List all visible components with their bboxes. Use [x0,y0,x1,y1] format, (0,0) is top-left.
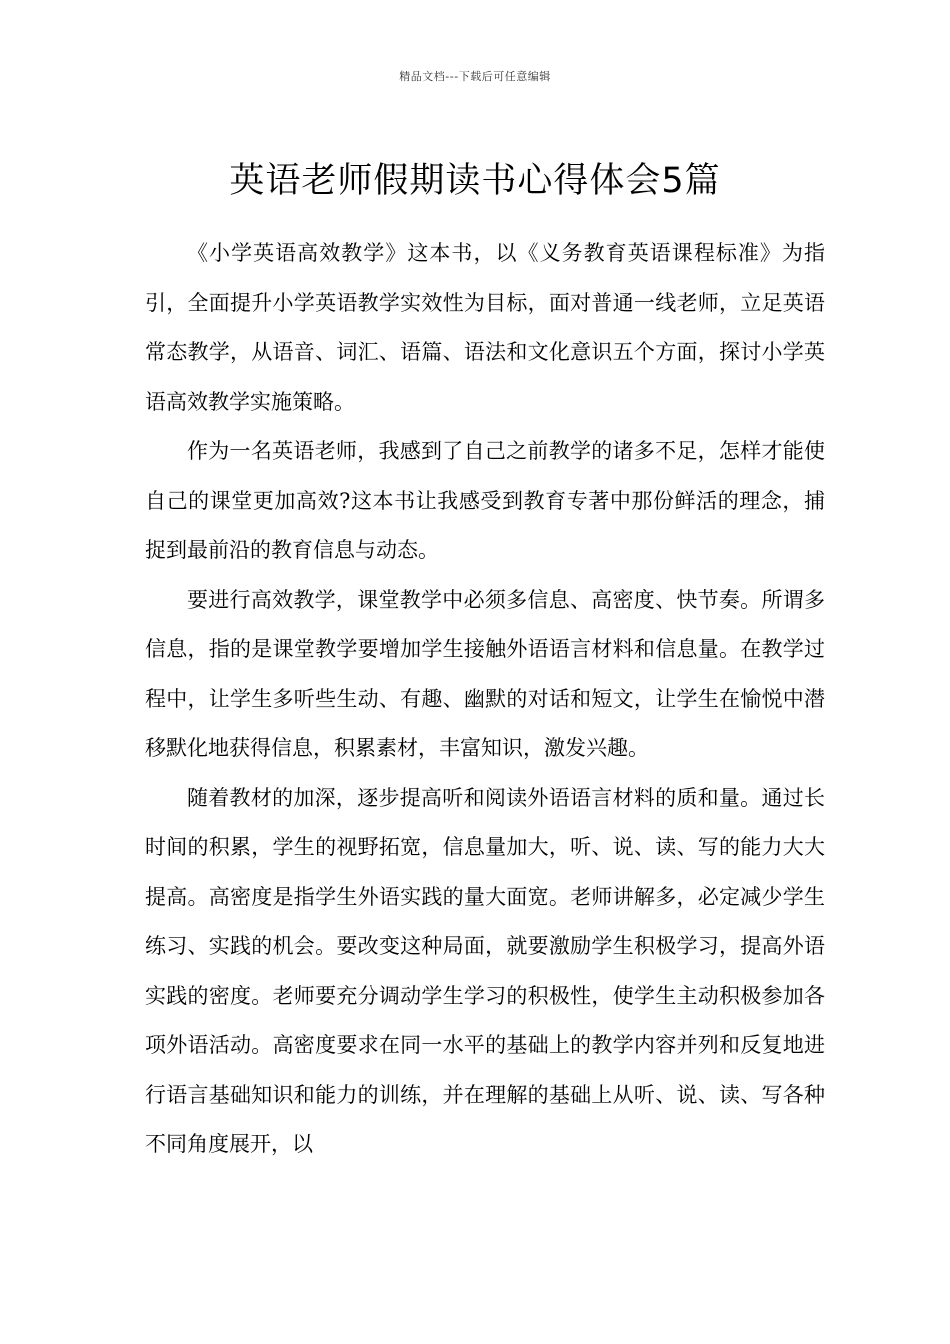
paragraph: 要进行高效教学，课堂教学中必须多信息、高密度、快节奏。所谓多信息，指的是课堂教学要增加学生接触外语语言材料和信息量。在教学过程中，让学生多听些生动、有趣、幽默的对话和短文，让学生在愉悦中潜移默化地获得信息，积累素材，丰富知识，激发兴趣。 [145,587,825,760]
paragraph: 作为一名英语老师，我感到了自己之前教学的诸多不足，怎样才能使自己的课堂更加高效?这本书让我感受到教育专著中那份鲜活的理念，捕捉到最前沿的教育信息与动态。 [145,439,825,562]
paragraph: 《小学英语高效教学》这本书，以《义务教育英语课程标准》为指引，全面提升小学英语教学实效性为目标，面对普通一线老师，立足英语常态教学，从语音、词汇、语篇、语法和文化意识五个方面，探讨小学英语高效教学实施策略。 [145,241,825,414]
document-title: 英语老师假期读书心得体会5篇 [229,161,721,202]
document-body [145,229,825,1170]
paragraph: 随着教材的加深，逐步提高听和阅读外语语言材料的质和量。通过长时间的积累，学生的视野拓宽，信息量加大，听、说、读、写的能力大大提高。高密度是指学生外语实践的量大面宽。老师讲解多，必定减少学生练习、实践的机会。要改变这种局面，就要激励学生积极学习，提高外语实践的密度。老师要充分调动学生学习的积极性，使学生主动积极参加各项外语活动。高密度要求在同一水平的基础上的教学内容并列和反复地进行语言基础知识和能力的训练，并在理解的基础上从听、说、读、写各种不同角度展开，以 [145,785,825,1156]
header-note: 精品文档---下载后可任意编辑 [399,70,551,83]
